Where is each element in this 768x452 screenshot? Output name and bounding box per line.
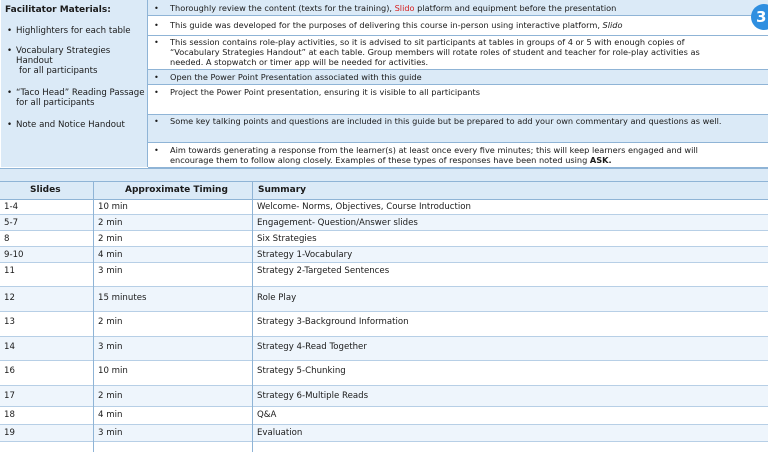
header-slides: Slides [30, 185, 61, 195]
instruction-row: • This session contains role-play activities, so it is advised to sit participants at tables in groups of 4 or 5 with enough copies of “Vocabulary Strategies Handout” at each table. Group members will rotate roles of student and teacher for role-play activities as needed. A stopwatch or timer app will be needed for activities. [148, 36, 768, 70]
table-row: 19 3 min Evaluation [0, 425, 768, 442]
table-row: 13 2 min Strategy 3-Background Information [0, 312, 768, 337]
column-divider [93, 182, 94, 452]
header-summary: Summary [258, 185, 307, 195]
table-row: 18 4 min Q&A [0, 407, 768, 425]
table-row: 14 3 min Strategy 4-Read Together [0, 337, 768, 361]
instruction-row: • Thoroughly review the content (texts for the training), Slido platform and equipment before the presentation [148, 0, 768, 16]
instruction-row: • Aim towards generating a response from the learner(s) at least once every five minutes; this will keep learners engaged and will encourage them to follow along closely. Examples of these types of responses have been noted using ASK. [148, 143, 768, 168]
instruction-row: • Some key talking points and questions are included in this guide but be prepared to add your own commentary and questions as well. [148, 115, 768, 143]
table-row: 11 3 min Strategy 2-Targeted Sentences [0, 263, 768, 287]
table-row: 5-7 2 min Engagement- Question/Answer slides [0, 215, 768, 231]
timing-table-header [0, 182, 768, 200]
header-timing: Approximate Timing [125, 185, 228, 195]
table-row: 8 2 min Six Strategies [0, 231, 768, 247]
instruction-row: • Open the Power Point Presentation associated with this guide [148, 70, 768, 85]
table-row: 17 2 min Strategy 6-Multiple Reads [0, 386, 768, 407]
facilitator-materials-panel: Facilitator Materials: • Highlighters for each table • Vocabulary Strategies Handout for all participants • “Taco Head” Reading Passage for all participants • Note and Notice Handout [1, 0, 148, 167]
instruction-row: • Project the Power Point presentation, ensuring it is visible to all participants [148, 85, 768, 115]
table-row: 16 10 min Strategy 5-Chunking [0, 361, 768, 386]
column-divider [252, 182, 253, 452]
table-row: 1-4 10 min Welcome- Norms, Objectives, Course Introduction [0, 199, 768, 215]
facilitator-section [0, 0, 768, 168]
table-row: 9-10 4 min Strategy 1-Vocabulary [0, 247, 768, 263]
page-number-badge: 3 [751, 4, 768, 30]
table-row [0, 442, 768, 452]
table-row: 12 15 minutes Role Play [0, 287, 768, 312]
section-divider [0, 168, 768, 182]
instruction-row: • This guide was developed for the purposes of delivering this course in-person using interactive platform, Slido [148, 16, 768, 36]
facilitator-materials-title: Facilitator Materials: [5, 5, 111, 15]
slido-highlight: Slido [394, 3, 415, 13]
instructions-list [148, 0, 768, 167]
